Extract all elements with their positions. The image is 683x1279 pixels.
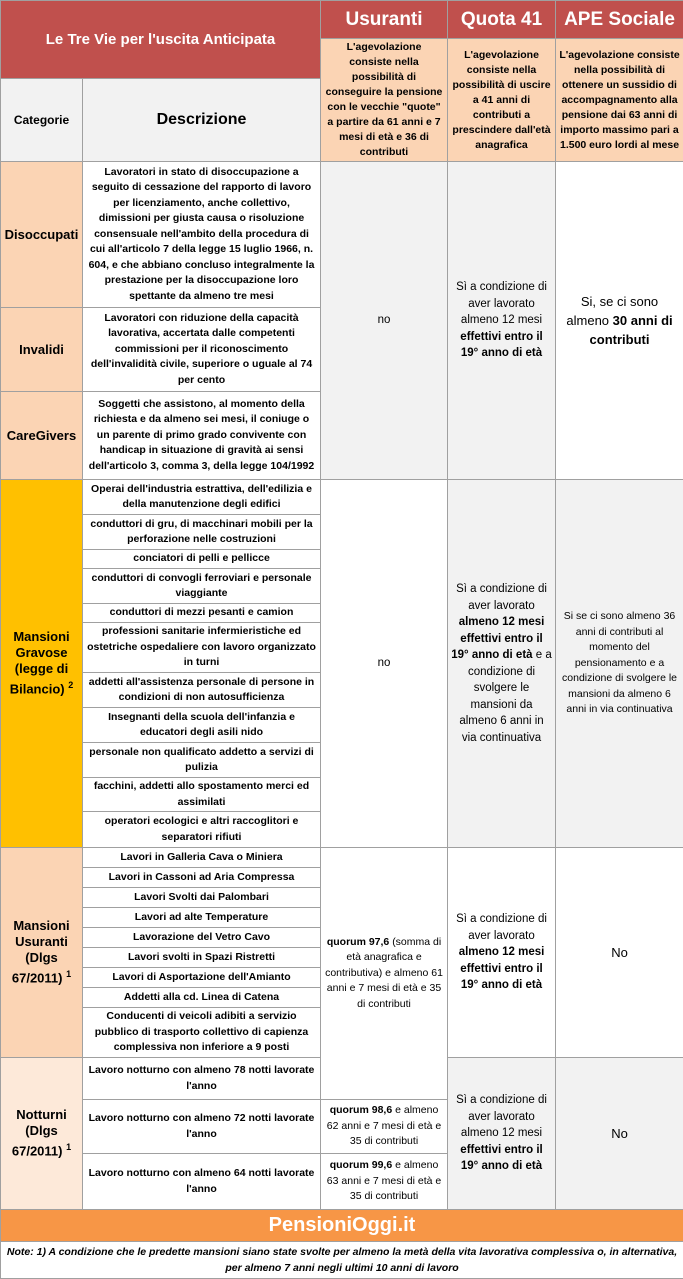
gravose-item: conduttori di convogli ferroviari e personale viaggiante [83, 569, 321, 604]
usuranti-value-notturni-64 [321, 1154, 448, 1210]
footnote-marker: 1 [66, 1142, 71, 1152]
gravose-item: conduttori di gru, di macchinari mobili per la perforazione nelle costruzioni [83, 515, 321, 550]
categorie-header: Categorie [1, 78, 83, 161]
ape-value-group4: No [556, 1058, 683, 1210]
usuranti-bold-text: quorum 99,6 [330, 1159, 392, 1171]
quota41-value-group2 [448, 480, 556, 848]
ape-sociale-description: L'agevolazione consiste nella possibilità di ottenere un sussidio di accompagnamento alla pensione dai 63 anni di importo massimo pari a 1.500 euro lordi al mese [556, 39, 683, 162]
footnote-marker: 2 [68, 680, 73, 690]
gravose-item: facchini, addetti allo spostamento merci ed assimilati [83, 778, 321, 812]
gravose-item: addetti all'assistenza personale di persone in condizioni di non autosufficienza [83, 673, 321, 708]
column-header-ape-sociale: APE Sociale [556, 1, 683, 39]
usuranti-item: Lavori in Cassoni ad Aria Compressa [83, 868, 321, 888]
notturni-item: Lavoro notturno con almeno 64 notti lavorate l'anno [83, 1154, 321, 1210]
usuranti-value-group1: no [321, 162, 448, 480]
notturni-item: Lavoro notturno con almeno 78 notti lavorate l'anno [83, 1058, 321, 1100]
column-header-usuranti: Usuranti [321, 1, 448, 39]
category-label: Notturni (Dlgs 67/2011) [12, 1107, 67, 1158]
usuranti-text: e almeno 63 anni e 7 mesi di età e 35 di contributi [327, 1159, 441, 1202]
category-mansioni-gravose [1, 480, 83, 848]
category-disoccupati: Disoccupati [1, 162, 83, 308]
usuranti-item: Lavorazione del Vetro Cavo [83, 928, 321, 948]
usuranti-item: Conducenti di veicoli adibiti a servizio pubblico di trasporto collettivo di capienza complessiva non inferiore a 9 posti [83, 1008, 321, 1058]
category-notturni [1, 1058, 83, 1210]
quota41-bold-text: almeno 12 mesi effettivi entro il 19° anno di età [451, 616, 544, 661]
ape-text: Si, se ci sono almeno [566, 294, 658, 328]
gravose-item: professioni sanitarie infermieristiche ed ostetriche ospedaliere con lavoro organizzato in turni [83, 623, 321, 673]
notturni-item: Lavoro notturno con almeno 72 notti lavorate l'anno [83, 1100, 321, 1154]
quota41-text: Sì a condizione di aver lavorato [456, 583, 547, 612]
category-mansioni-usuranti [1, 848, 83, 1058]
quota41-text-post: e a condizione di svolgere le mansioni da almeno 6 anni in via continuativa [459, 649, 551, 744]
description-disoccupati: Lavoratori in stato di disoccupazione a seguito di cessazione del rapporto di lavoro per licenziamento, anche collettivo, dimissioni per giusta causa o risoluzione consensuale nell'ambito della procedura di cui all'articolo 7 della legge 15 luglio 1966, n. 604, e che abbiano concluso integralmente la prestazione per la disoccupazione loro spettante da almeno tre mesi [83, 162, 321, 308]
quota41-value-group4 [448, 1058, 556, 1210]
quota41-description: L'agevolazione consiste nella possibilità di uscire a 41 anni di contributi a prescindere dall'età anagrafica [448, 39, 556, 162]
category-label: Mansioni Usuranti (Dlgs 67/2011) [12, 918, 70, 985]
usuranti-value-notturni-72 [321, 1100, 448, 1154]
usuranti-item: Lavori Svolti dai Palombari [83, 888, 321, 908]
gravose-item: personale non qualificato addetto a servizi di pulizia [83, 743, 321, 778]
usuranti-value-group3 [321, 848, 448, 1100]
footnote: Note: 1) A condizione che le predette mansioni siano state svolte per almeno la metà della vita lavorativa complessiva o, in alternativa, per almeno 7 anni negli ultimi 10 anni di lavoro [1, 1242, 683, 1279]
quota41-value-group3 [448, 848, 556, 1058]
description-caregivers: Soggetti che assistono, al momento della richiesta e da almeno sei mesi, il coniuge o un parente di primo grado convivente con handicap in situazione di gravità ai sensi dell'articolo 3, comma 3, della legge 104/1992 [83, 392, 321, 480]
usuranti-item: Lavori ad alte Temperature [83, 908, 321, 928]
column-header-quota41: Quota 41 [448, 1, 556, 39]
usuranti-item: Lavori in Galleria Cava o Miniera [83, 848, 321, 868]
usuranti-bold-text: quorum 97,6 [327, 936, 389, 948]
footnote-marker: 1 [66, 969, 71, 979]
ape-value-group3: No [556, 848, 683, 1058]
quota41-text: Sì a condizione di aver lavorato [456, 913, 547, 942]
category-label: Mansioni Gravose (legge di Bilancio) [10, 629, 70, 696]
category-invalidi: Invalidi [1, 308, 83, 392]
gravose-item: conduttori di mezzi pesanti e camion [83, 604, 321, 623]
ape-bold-text: 30 anni di contributi [590, 313, 673, 347]
ape-value-group1 [556, 162, 683, 480]
quota41-text: Sì a condizione di aver lavorato almeno 12 mesi [456, 281, 547, 326]
usuranti-description: L'agevolazione consiste nella possibilità di conseguire la pensione con le vecchie "quote" a partire da 61 anni e 7 mesi di età e 36 di contributi [321, 39, 448, 162]
brand-banner: PensioniOggi.it [1, 1210, 683, 1242]
usuranti-item: Addetti alla cd. Linea di Catena [83, 988, 321, 1008]
usuranti-value-group2: no [321, 480, 448, 848]
usuranti-item: Lavori di Asportazione dell'Amianto [83, 968, 321, 988]
table-title: Le Tre Vie per l'uscita Anticipata [1, 1, 321, 79]
usuranti-text: (somma di età anagrafica e contributiva) e almeno 61 anni e 7 mesi di età e 35 di contributi [325, 936, 443, 1010]
quota41-bold-text: effettivi entro il 19° anno di età [460, 331, 542, 360]
gravose-item: Operai dell'industria estrattiva, dell'edilizia e della manutenzione degli edifici [83, 480, 321, 515]
category-caregivers: CareGivers [1, 392, 83, 480]
usuranti-bold-text: quorum 98,6 [330, 1104, 392, 1116]
usuranti-text: e almeno 62 anni e 7 mesi di età e 35 di contributi [327, 1104, 441, 1147]
usuranti-item: Lavori svolti in Spazi Ristretti [83, 948, 321, 968]
ape-value-group2: Si se ci sono almeno 36 anni di contributi al momento del pensionamento e a condizione di svolgere le mansioni da almeno 6 anni in via continuativa [556, 480, 683, 848]
quota41-value-group1 [448, 162, 556, 480]
gravose-item: conciatori di pelli e pellicce [83, 550, 321, 569]
descrizione-header: Descrizione [83, 78, 321, 161]
gravose-item: Insegnanti della scuola dell'infanzia e educatori degli asili nido [83, 708, 321, 743]
description-invalidi: Lavoratori con riduzione della capacità lavorativa, accertata dalle competenti commissioni per il riconoscimento dell'invalidità civile, superiore o uguale al 74 per cento [83, 308, 321, 392]
quota41-text: Sì a condizione di aver lavorato almeno 12 mesi [456, 1094, 547, 1139]
quota41-bold-text: almeno 12 mesi effettivi entro il 19° anno di età [459, 946, 545, 991]
quota41-bold-text: effettivi entro il 19° anno di età [460, 1144, 542, 1173]
gravose-item: operatori ecologici e altri raccoglitori e separatori rifiuti [83, 812, 321, 848]
